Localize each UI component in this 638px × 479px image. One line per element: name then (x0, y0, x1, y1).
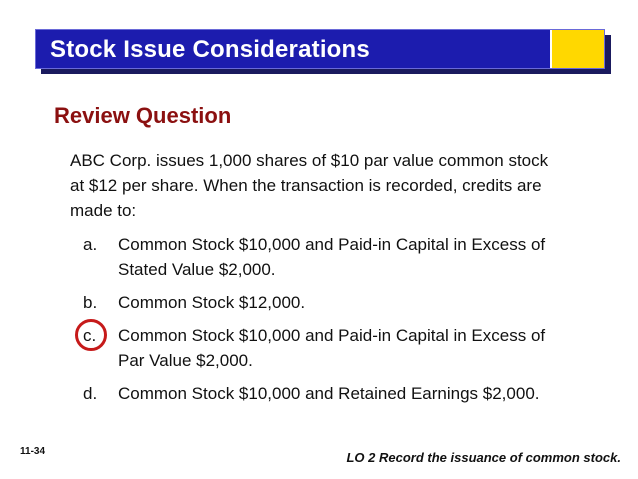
accent-box (550, 30, 604, 68)
answer-options (83, 232, 623, 414)
option-line: Stated Value $2,000. (118, 260, 276, 279)
title-bar (35, 29, 605, 69)
learning-objective: LO 2 Record the issuance of common stock. (346, 450, 621, 465)
option-line: Common Stock $10,000 and Retained Earnings $2,000. (118, 384, 540, 403)
option-letter: d. (83, 384, 98, 403)
option-letter: c. (83, 326, 97, 345)
question-line: ABC Corp. issues 1,000 shares of $10 par value common stock (70, 151, 549, 170)
option-line: Common Stock $10,000 and Paid-in Capital in Excess of (118, 235, 546, 254)
option-letter: b. (83, 293, 98, 312)
option-line: Common Stock $10,000 and Paid-in Capital in Excess of (118, 326, 546, 345)
question-line: at $12 per share. When the transaction is recorded, credits are (70, 176, 542, 195)
correct-answer-circle (75, 319, 107, 351)
slide-title: Stock Issue Considerations (50, 36, 370, 63)
option-a (83, 232, 623, 282)
review-question-heading: Review Question (54, 103, 232, 128)
question-text (70, 148, 610, 223)
option-b (83, 290, 623, 315)
option-c (83, 323, 623, 373)
option-d (83, 381, 623, 406)
option-line: Par Value $2,000. (118, 351, 253, 370)
question-line: made to: (70, 201, 137, 220)
option-letter: a. (83, 235, 98, 254)
option-line: Common Stock $12,000. (118, 293, 306, 312)
slide-number: 11-34 (20, 446, 46, 457)
